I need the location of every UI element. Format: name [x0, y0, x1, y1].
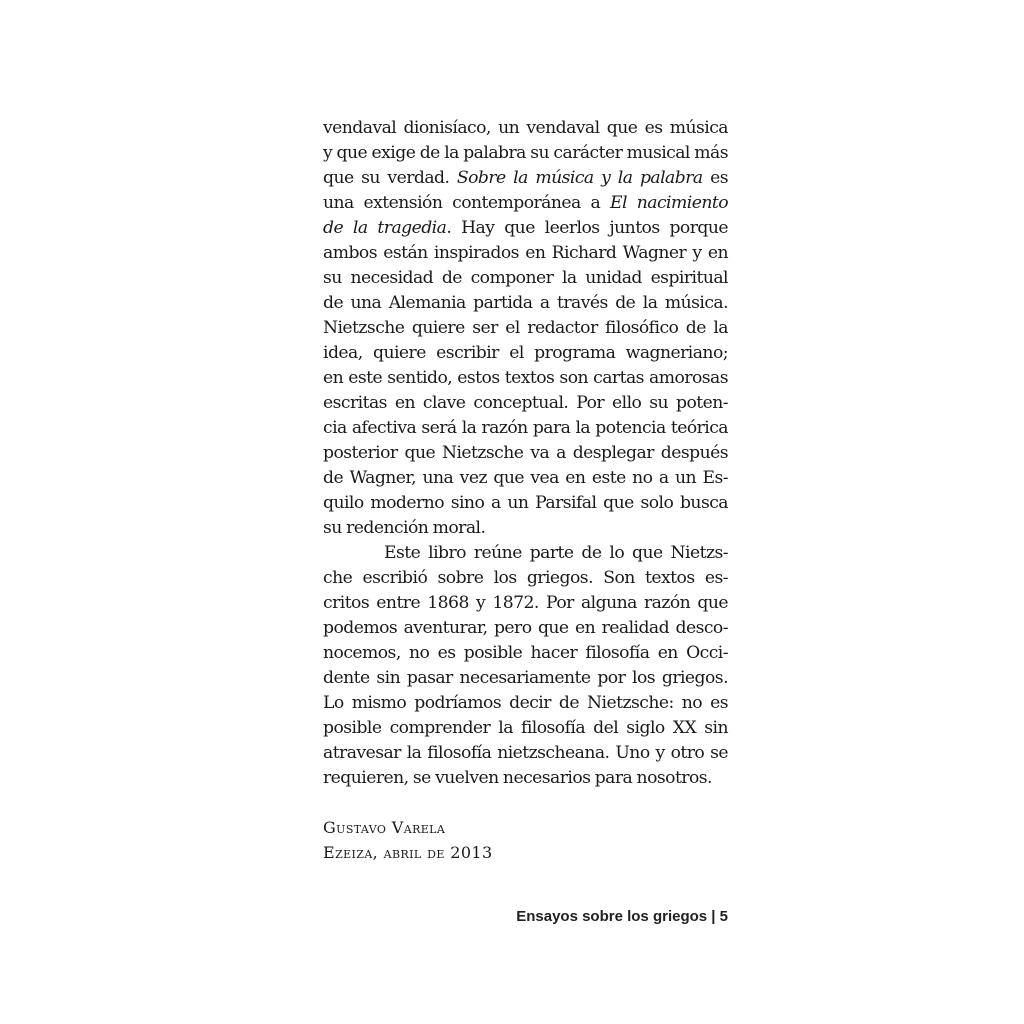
text-line: quilo moderno sino a un Parsifal que solo busca	[323, 493, 728, 513]
text-line: posible comprender la filosofía del siglo XX sin	[323, 718, 728, 738]
text-line: Lo mismo podríamos decir de Nietzsche: no es	[323, 693, 728, 713]
text-line: che escribió sobre los griegos. Son textos es-	[323, 568, 728, 588]
signature-author: Gustavo Varela	[323, 818, 446, 837]
signature-place-date: Ezeiza, abril de 2013	[323, 843, 493, 862]
text-line: idea, quiere escribir el programa wagneriano;	[323, 343, 728, 363]
text-line: de Wagner, una vez que vea en este no a un Es-	[323, 468, 728, 488]
book-page	[323, 116, 728, 865]
text-line: que su verdad. Sobre la música y la palabra es	[323, 168, 728, 188]
signature-block	[323, 815, 728, 865]
text-line: nocemos, no es posible hacer filosofía en Occi-	[323, 643, 728, 663]
text-line: atravesar la filosofía nietzscheana. Uno y otro se	[323, 743, 728, 763]
text-line: podemos aventurar, pero que en realidad desco-	[323, 618, 728, 638]
text-line: Este libro reúne parte de lo que Nietzs-	[384, 543, 728, 563]
text-line: ambos están inspirados en Richard Wagner y en	[323, 243, 728, 263]
text-line: su necesidad de componer la unidad espiritual	[323, 268, 728, 288]
text-line: de una Alemania partida a través de la música.	[323, 293, 728, 313]
body-text	[323, 116, 728, 791]
text-line: de la tragedia. Hay que leerlos juntos porque	[323, 218, 728, 238]
running-footer: Ensayos sobre los griegos | 5	[516, 908, 728, 925]
text-line: dente sin pasar necesariamente por los griegos.	[323, 668, 728, 688]
text-line: en este sentido, estos textos son cartas amorosas	[323, 368, 728, 388]
text-line: una extensión contemporánea a El nacimiento	[323, 193, 728, 213]
text-line: escritas en clave conceptual. Por ello su poten-	[323, 393, 728, 413]
text-line: critos entre 1868 y 1872. Por alguna razón que	[323, 593, 728, 613]
text-line: cia afectiva será la razón para la potencia teórica	[323, 418, 728, 438]
text-line: posterior que Nietzsche va a desplegar después	[323, 443, 728, 463]
text-line: y que exige de la palabra su carácter musical más	[323, 143, 728, 163]
text-line: vendaval dionisíaco, un vendaval que es música	[323, 118, 728, 138]
text-line: Nietzsche quiere ser el redactor filosófico de la	[323, 318, 728, 338]
text-line: su redención moral.	[323, 518, 486, 538]
text-line: requieren, se vuelven necesarios para nosotros.	[323, 768, 712, 788]
